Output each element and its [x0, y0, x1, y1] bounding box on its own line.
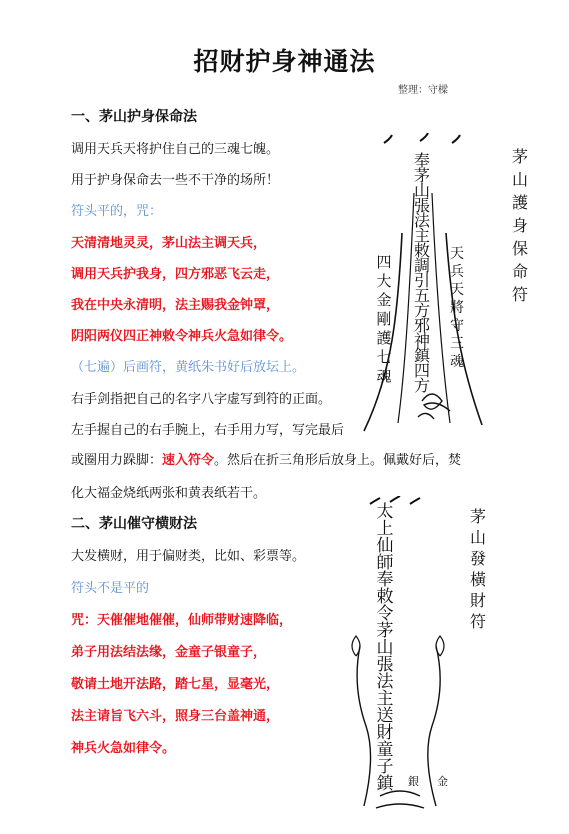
section1-line: 符头平的，咒： — [71, 204, 163, 220]
line11-post: 。然后在折三角形后放身上。佩戴好后，焚 — [214, 453, 462, 468]
talisman-char: 剛 — [376, 310, 392, 328]
section1-heading: 一、茅山护身保命法 — [71, 109, 197, 125]
section2-line: 神兵火急如律令。 — [71, 741, 176, 756]
section2-line: 法主请旨飞六斗，照身三台盖神通， — [71, 709, 280, 724]
talisman-char: 天 — [450, 246, 464, 262]
section1-line: （七遍）后画符，黄纸朱书好后放坛上。 — [71, 360, 306, 376]
talisman-char: 張 — [376, 655, 394, 675]
page-title: 招财护身神通法 — [193, 47, 376, 76]
talisman-protection — [362, 133, 562, 433]
talisman-char: 主 — [376, 689, 394, 709]
talisman-char: 金 — [376, 291, 392, 309]
talisman-char: 魂 — [450, 354, 464, 370]
talisman-char: 鎮 — [376, 774, 394, 794]
talisman-char: 太 — [376, 502, 394, 522]
talisman-char: 敕 — [376, 587, 394, 607]
talisman-char: 五 — [413, 286, 430, 305]
talisman-char: 童 — [376, 740, 394, 760]
talisman-char: 方 — [413, 376, 430, 395]
talisman-char: 奉 — [376, 570, 394, 590]
section2-heading: 二、茅山催守横财法 — [71, 516, 197, 532]
talisman-char: 調 — [413, 256, 430, 275]
talisman-char: 將 — [450, 300, 464, 316]
section1-line-12: 化大福金烧纸两张和黄表纸若干。 — [71, 486, 267, 501]
talisman-char: 守 — [450, 318, 464, 334]
talisman-side-label: 茅 山 護 身 保 命 符 — [511, 147, 528, 304]
talisman-char: 仙 — [376, 536, 394, 556]
talisman-char: 護 — [376, 329, 392, 347]
talisman-wealth — [340, 496, 550, 816]
talisman-char: 銀 — [408, 775, 419, 788]
talisman-char: 四 — [413, 361, 430, 380]
talisman-char: 金 — [437, 775, 448, 788]
talisman-side-label: 茅 山 發 橫 財 符 — [469, 507, 486, 631]
talisman-char: 兵 — [450, 264, 464, 280]
talisman-char: 四 — [376, 253, 392, 271]
talisman-char: 三 — [450, 336, 464, 352]
section1-line: 天清清地灵灵，茅山法主调天兵， — [71, 235, 267, 251]
talisman-char: 山 — [413, 181, 430, 200]
line11-highlight: 速入符令 — [162, 453, 215, 468]
talisman-char: 法 — [413, 211, 430, 230]
talisman-char: 魂 — [376, 367, 392, 385]
talisman-char: 法 — [376, 672, 394, 692]
section1-line: 我在中央永清明，法主赐我金钟罩， — [71, 298, 280, 313]
talisman-char: 七 — [376, 348, 392, 366]
talisman-char: 師 — [376, 553, 394, 573]
talisman-char: 神 — [413, 331, 430, 350]
section1-line: 右手剑指把自己的名字八字虚写到符的正面。 — [71, 391, 332, 407]
talisman-char: 張 — [413, 196, 430, 215]
editor-credit: 整理：守樑 — [398, 85, 448, 96]
section1-line: 左手握自己的右手腕上，右手用力写，写完最后 — [71, 422, 345, 438]
talisman-char: 方 — [413, 301, 430, 320]
talisman-char: 令 — [376, 604, 394, 624]
talisman-char: 茅 — [413, 166, 430, 185]
section2-line: 大发横财，用于偏财类，比如、彩票等。 — [71, 549, 306, 564]
talisman-char: 鎮 — [413, 346, 430, 365]
section2-line: 敬请土地开法路，踏七星，显毫光， — [71, 677, 280, 692]
talisman-char: 主 — [413, 226, 430, 245]
section2-line: 弟子用法结法缘，金童子银童子， — [71, 645, 267, 660]
talisman-char: 山 — [376, 638, 394, 658]
talisman-char: 上 — [376, 519, 394, 539]
section1-line: 调用天兵天将护住自己的三魂七魄。 — [71, 142, 280, 157]
talisman-char: 邪 — [413, 316, 430, 335]
talisman-char: 天 — [450, 282, 464, 298]
section1-line: 调用天兵护我身，四方邪恶飞云走， — [71, 266, 280, 282]
talisman-char: 大 — [376, 272, 392, 290]
talisman-char: 敕 — [413, 241, 430, 260]
talisman-char: 送 — [376, 706, 394, 726]
talisman-char: 財 — [376, 723, 394, 743]
section1-line-11 — [71, 449, 461, 468]
talisman-char: 子 — [376, 757, 394, 777]
section1-line: 阴阳两仪四正神敕令神兵火急如律令。 — [71, 329, 293, 345]
talisman-char: 引 — [413, 271, 430, 290]
section2-line: 符头不是平的 — [71, 581, 150, 596]
talisman-char: 奉 — [413, 151, 430, 170]
talisman-char: 茅 — [376, 621, 394, 641]
line11-pre: 或圈用力跺脚： — [71, 453, 163, 468]
section1-line: 用于护身保命去一些不干净的场所！ — [71, 173, 280, 189]
section2-line: 咒：天催催地催催，仙师带财速降临， — [71, 613, 293, 628]
